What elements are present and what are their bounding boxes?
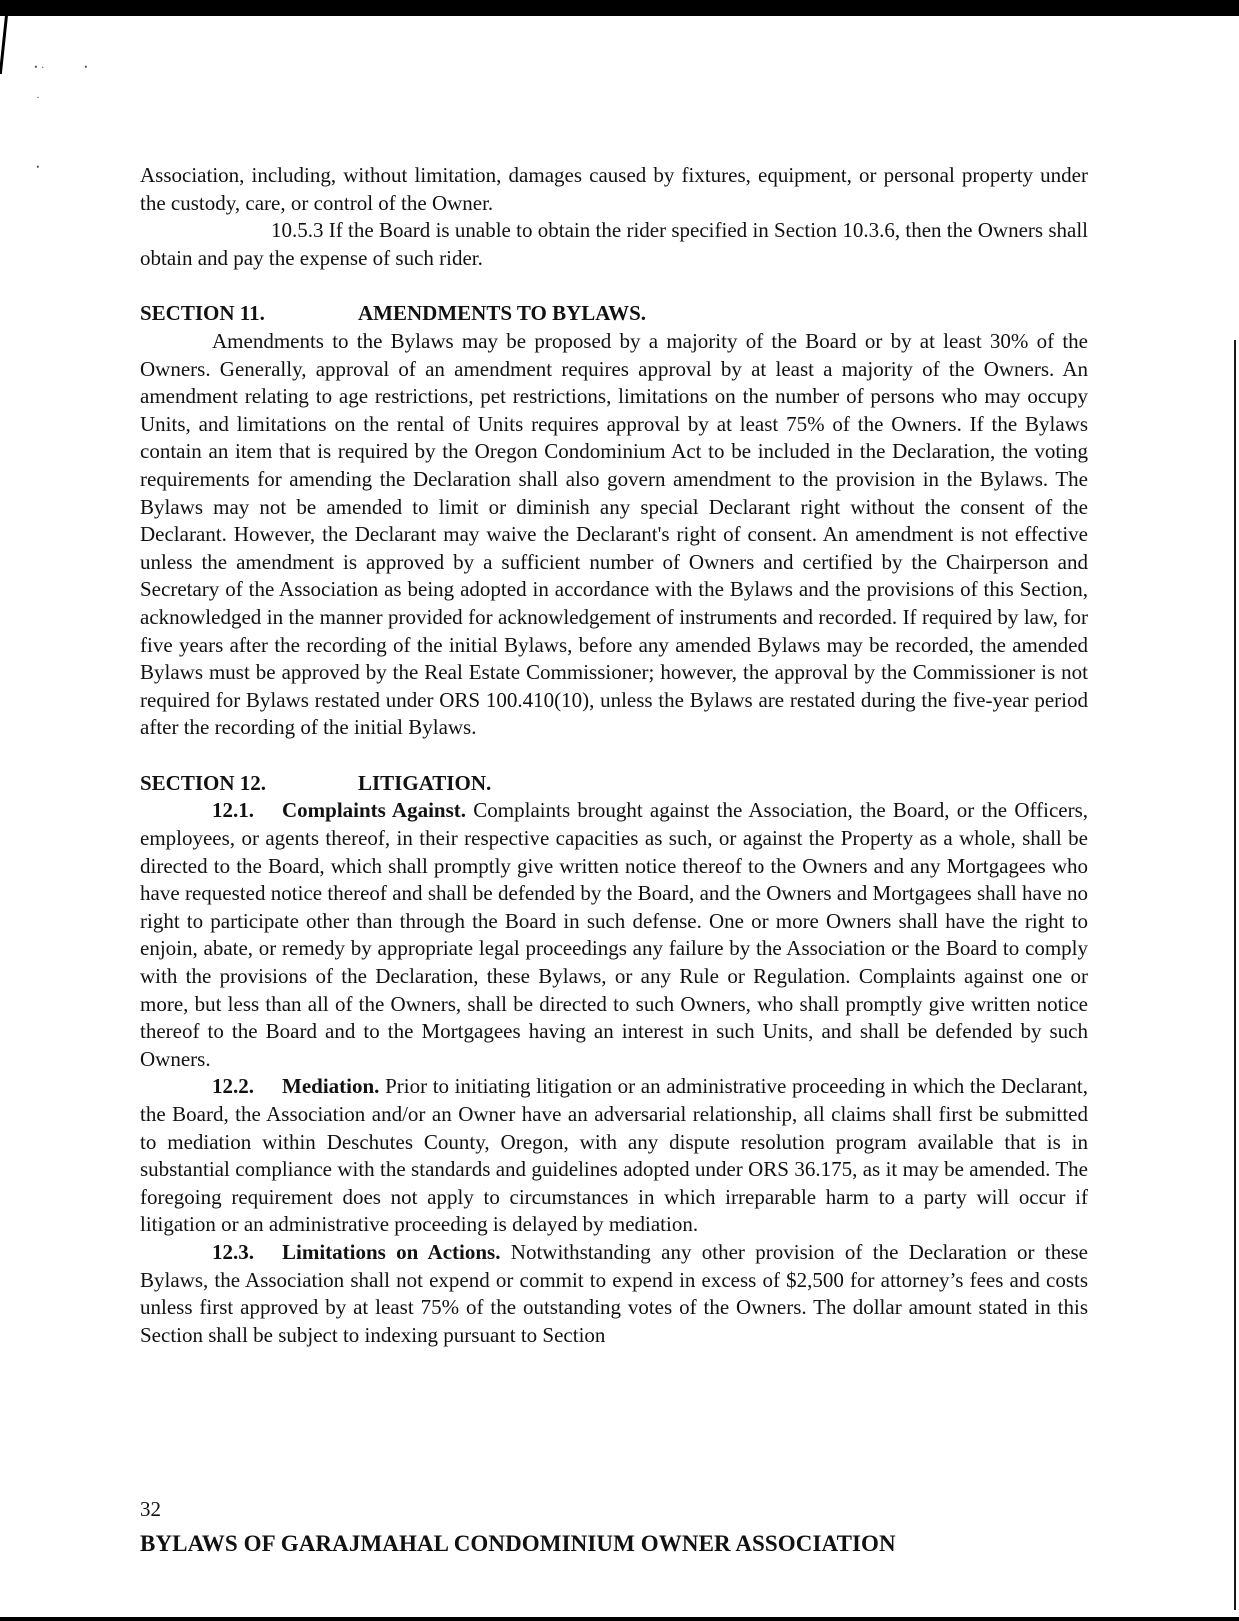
scan-mark: · — [36, 90, 40, 104]
subsection-number: 12.3. — [212, 1239, 254, 1264]
scan-artifacts — [34, 58, 154, 178]
subsection-12-3 — [140, 1239, 1088, 1349]
scan-top-border — [0, 0, 1239, 16]
subsection-body: Prior to initiating litigation or an administrative proceeding in which the Declarant, the Board, the Association and/or an Owner have an adversarial relationship, all claims shall first be submitted to mediation within Deschutes County, Oregon, with any dispute resolution program available that is in substantial compliance with the standards and guidelines adopted under ORS 36.175, as it may be amended. The foregoing requirement does not apply to circumstances in which irreparable harm to a party will occur if litigation or an administrative proceeding is delayed by mediation. — [140, 1074, 1088, 1237]
section-12-heading — [140, 770, 1088, 798]
subsection-body: Notwithstanding any other provision of the Declaration or these Bylaws, the Association shall not expend or commit to expend in excess of $2,500 for attorney’s fees and costs unless first approved by at least 75% of the outstanding votes of the Owners. The dollar amount stated in this Section shall be subject to indexing pursuant to Section — [140, 1239, 1089, 1347]
subsection-title: Limitations on Actions. — [282, 1239, 501, 1264]
scan-mark: ꞏ — [84, 60, 88, 74]
subsection-number: 12.1. — [212, 798, 254, 823]
paragraph-10-5-3: 10.5.3 If the Board is unable to obtain the rider specified in Section 10.3.6, then the Owners shall obtain and pay the expense of such rider. — [140, 218, 1088, 270]
footer-title: BYLAWS OF GARAJMAHAL CONDOMINIUM OWNER ASSOCIATION — [140, 1531, 896, 1556]
document-body — [140, 162, 1088, 1349]
section-11-heading — [140, 300, 1088, 328]
scan-mark: ꞏ — [36, 160, 40, 174]
scan-mark: ꞏ · — [34, 60, 45, 74]
section-number: SECTION 12. — [140, 770, 267, 795]
section-title: AMENDMENTS TO BYLAWS. — [358, 301, 647, 326]
subsection-12-2 — [140, 1073, 1088, 1239]
subsection-body: Complaints brought against the Association, the Board, or the Officers, employees, or agents thereof, in their respective capacities as such, or against the Property as a whole, shall be directed to the Board, which shall promptly give written notice thereof to the Owners and any Mortgagees who have requested notice thereof and shall be defended by the Board, and the Owners and Mortgagees shall have no right to participate other than through the Board in such defense. One or more Owners shall have the right to enjoin, abate, or remedy by appropriate legal proceedings any failure by the Association or the Board to comply with the provisions of the Declaration, these Bylaws, or any Rule or Regulation. Complaints against one or more, but less than all of the Owners, shall be directed to such Owners, who shall promptly give written notice thereof to the Board and to the Mortgagees having an interest in such Units, and shall be defended by such Owners. — [140, 798, 1089, 1071]
section-11-body: Amendments to the Bylaws may be proposed by a majority of the Board or by at least 30% of the Owners. Generally, approval of an amendment requires approval by at least a majority of the Owners. An amendment relating to age restrictions, pet restrictions, limitations on the number of persons who may occupy Units, and limitations on the rental of Units requires approval by at least 75% of the Owners. If the Bylaws contain an item that is required by the Oregon Condominium Act to be included in the Declaration, the voting requirements for amending the Declaration shall also govern amendment to the provision in the Bylaws. The Bylaws may not be amended to limit or diminish any special Declarant right without the consent of the Declarant. However, the Declarant may waive the Declarant's right of consent. An amendment is not effective unless the amendment is approved by a sufficient number of Owners and certified by the Chairperson and Secretary of the Association as being adopted in accordance with the Bylaws and the provisions of this Section, acknowledged in the manner provided for acknowledgement of instruments and recorded. If required by law, for five years after the recording of the initial Bylaws, before any amended Bylaws may be recorded, the amended Bylaws must be approved by the Real Estate Commissioner; however, the approval by the Commissioner is not required for Bylaws restated under ORS 100.410(10), unless the Bylaws are restated during the five-year period after the recording of the initial Bylaws. — [140, 328, 1088, 740]
subsection-title: Complaints Against. — [282, 798, 467, 823]
section-title: LITIGATION. — [358, 770, 492, 795]
paragraph-continued: Association, including, without limitation, damages caused by fixtures, equipment, or personal property under the custody, care, or control of the Owner. — [140, 163, 1088, 215]
page-number: 32 — [140, 1497, 161, 1521]
subsection-number: 12.2. — [212, 1074, 254, 1099]
section-number: SECTION 11. — [140, 301, 265, 326]
scan-bottom-border — [0, 1617, 1239, 1621]
subsection-title: Mediation. — [282, 1074, 380, 1099]
scan-left-edge — [0, 14, 8, 74]
scan-right-edge — [1234, 340, 1236, 1610]
subsection-12-1 — [140, 797, 1088, 1073]
